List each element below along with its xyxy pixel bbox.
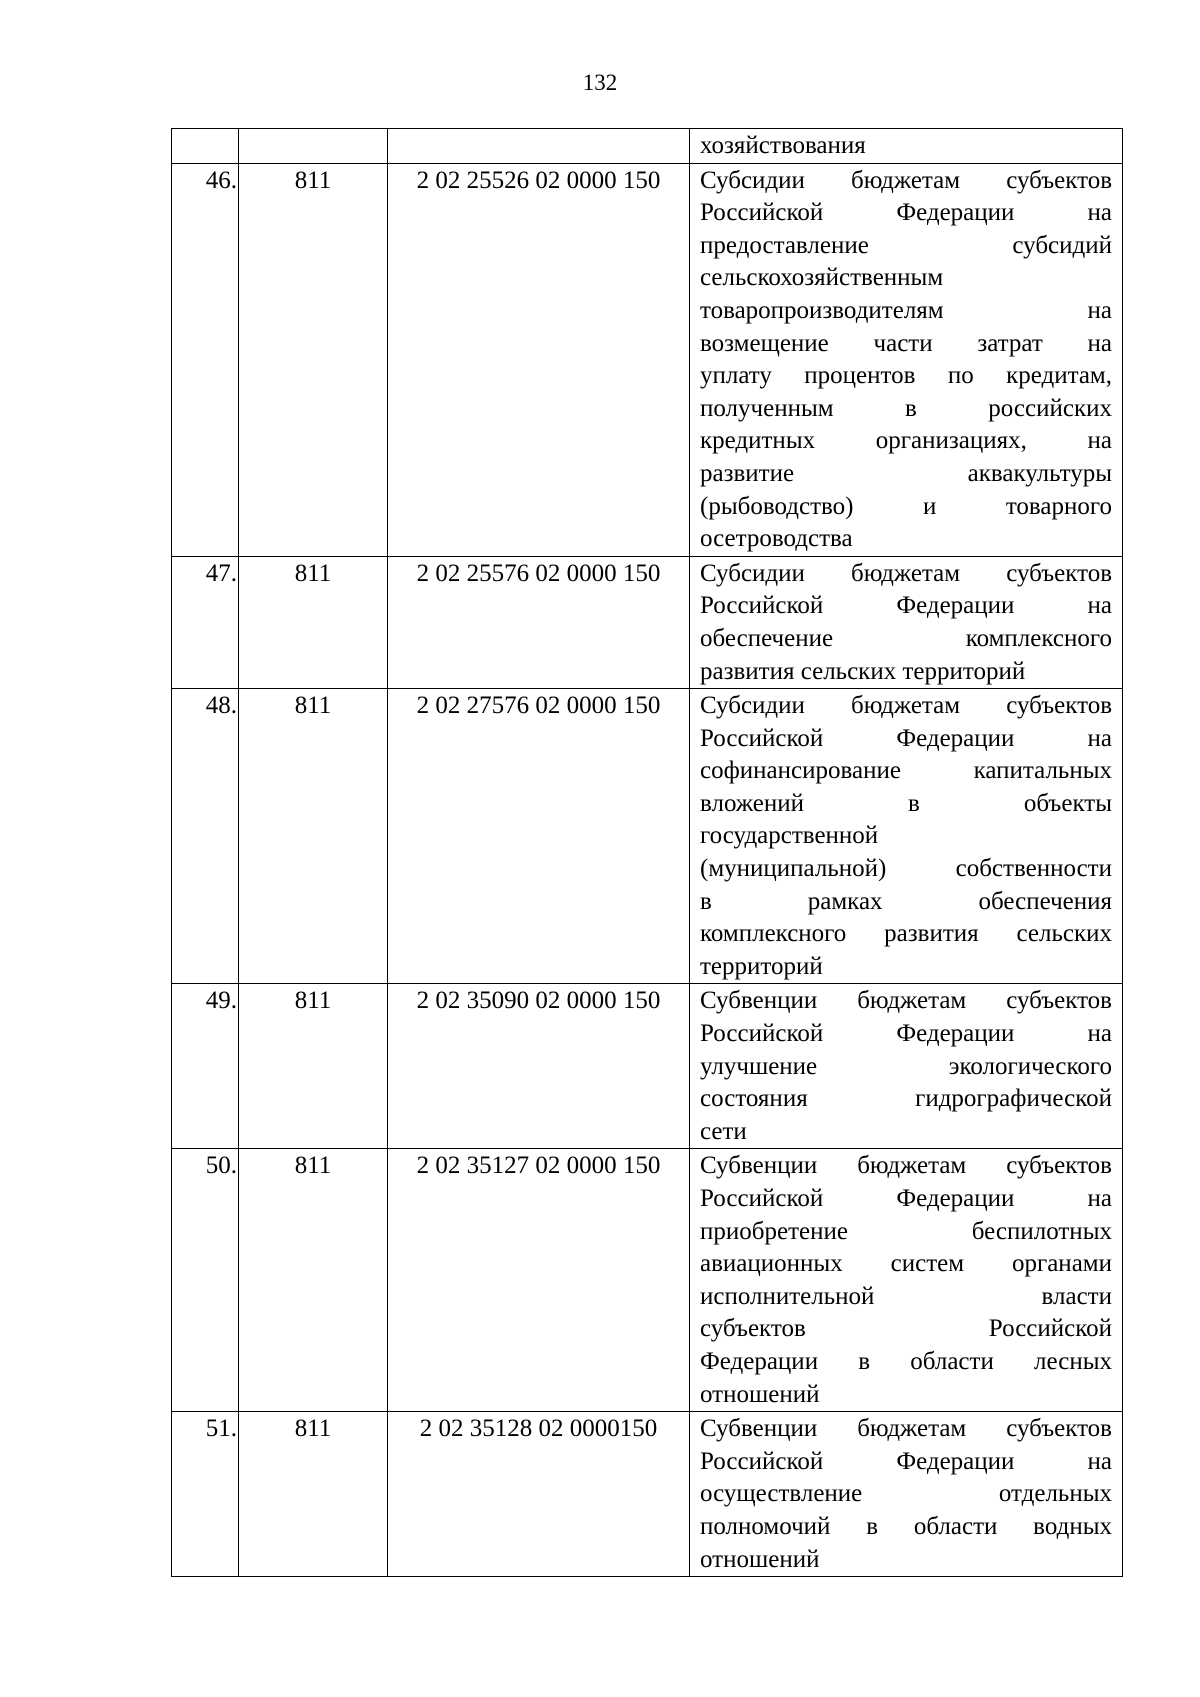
- revenue-code-cell: [388, 129, 690, 164]
- revenue-name-line: осетроводства: [700, 525, 853, 553]
- row-number-cell: 48.: [172, 689, 239, 984]
- revenue-name-line: Федерации в области лесных: [700, 1347, 1112, 1375]
- revenue-name-line: приобретение беспилотных: [700, 1217, 1112, 1245]
- revenue-name-line: территорий: [700, 952, 823, 980]
- table-row-continuation: [172, 129, 1123, 164]
- revenue-name-cell: [690, 556, 1123, 688]
- revenue-name-line: государственной: [700, 822, 879, 850]
- revenue-name-cell: [690, 984, 1123, 1149]
- revenue-name-line: Российской Федерации на: [700, 1020, 1112, 1048]
- revenue-name-line: кредитных организациях, на: [700, 427, 1112, 455]
- revenue-name-line: полномочий в области водных: [700, 1512, 1112, 1540]
- admin-code-cell: 811: [239, 1412, 388, 1577]
- revenue-name-line: (муниципальной) собственности: [700, 855, 1112, 883]
- revenue-name-cell: [690, 1149, 1123, 1412]
- table-row: [172, 984, 1123, 1149]
- revenue-code-cell: 2 02 25526 02 0000 150: [388, 163, 690, 556]
- revenue-name-line: отношений: [700, 1380, 820, 1408]
- revenue-name-line: отношений: [700, 1545, 820, 1573]
- revenue-name-line: развития сельских территорий: [700, 657, 1026, 685]
- row-number-cell: 47.: [172, 556, 239, 688]
- revenue-name-line: обеспечение комплексного: [700, 624, 1112, 652]
- revenue-name-line: вложений в объекты: [700, 789, 1112, 817]
- revenue-name-line: исполнительной власти: [700, 1282, 1112, 1310]
- revenue-name-cell: [690, 163, 1123, 556]
- revenue-name-line: Субвенции бюджетам субъектов: [700, 987, 1112, 1015]
- table-row: [172, 163, 1123, 556]
- revenue-name-cell: [690, 129, 1123, 164]
- admin-code-cell: 811: [239, 984, 388, 1149]
- revenue-name-line: осуществление отдельных: [700, 1480, 1112, 1508]
- table-row: [172, 1412, 1123, 1577]
- revenue-name-line: развитие аквакультуры: [700, 459, 1112, 487]
- revenue-code-cell: 2 02 35090 02 0000 150: [388, 984, 690, 1149]
- revenue-name-line: Субсидии бюджетам субъектов: [700, 559, 1112, 587]
- admin-code-cell: [239, 129, 388, 164]
- revenue-name-line: хозяйствования: [700, 132, 866, 159]
- table-row: [172, 689, 1123, 984]
- revenue-name-cell: [690, 1412, 1123, 1577]
- revenue-name-line: состояния гидрографической: [700, 1085, 1112, 1113]
- revenue-name-line: Субсидии бюджетам субъектов: [700, 692, 1112, 720]
- row-number-cell: 46.: [172, 163, 239, 556]
- revenue-name-line: улучшение экологического: [700, 1052, 1112, 1080]
- revenue-name-line: субъектов Российской: [700, 1315, 1112, 1343]
- revenue-name-line: уплату процентов по кредитам,: [700, 362, 1112, 390]
- revenue-code-cell: 2 02 27576 02 0000 150: [388, 689, 690, 984]
- revenue-name-line: товаропроизводителям на: [700, 296, 1112, 324]
- revenue-name-line: Субсидии бюджетам субъектов: [700, 166, 1112, 194]
- revenue-name-line: софинансирование капитальных: [700, 757, 1112, 785]
- revenue-name-line: в рамках обеспечения: [700, 887, 1112, 915]
- table-row: [172, 556, 1123, 688]
- revenue-name-line: авиационных систем органами: [700, 1250, 1112, 1278]
- table-row: [172, 1149, 1123, 1412]
- revenue-code-cell: 2 02 35127 02 0000 150: [388, 1149, 690, 1412]
- revenue-name-line: сельскохозяйственным: [700, 264, 944, 292]
- revenue-code-cell: 2 02 25576 02 0000 150: [388, 556, 690, 688]
- revenue-name-line: (рыбоводство) и товарного: [700, 492, 1112, 520]
- revenue-name-line: Российской Федерации на: [700, 1185, 1112, 1212]
- revenue-name-line: полученным в российских: [700, 394, 1112, 422]
- admin-code-cell: 811: [239, 556, 388, 688]
- revenue-name-line: Субвенции бюджетам субъектов: [700, 1152, 1112, 1180]
- revenue-code-cell: 2 02 35128 02 0000150: [388, 1412, 690, 1577]
- row-number-cell: 51.: [172, 1412, 239, 1577]
- row-number-cell: 49.: [172, 984, 239, 1149]
- revenue-name-line: возмещение части затрат на: [700, 329, 1112, 357]
- revenue-name-line: предоставление субсидий: [700, 231, 1112, 259]
- row-number-cell: 50.: [172, 1149, 239, 1412]
- budget-revenue-table: [171, 128, 1123, 1577]
- revenue-name-line: Российской Федерации на: [700, 592, 1112, 620]
- page-number: 132: [582, 70, 618, 95]
- revenue-name-cell: [690, 689, 1123, 984]
- admin-code-cell: 811: [239, 689, 388, 984]
- admin-code-cell: 811: [239, 163, 388, 556]
- row-number-cell: [172, 129, 239, 164]
- revenue-name-line: сети: [700, 1117, 747, 1145]
- revenue-name-line: Российской Федерации на: [700, 1447, 1112, 1475]
- admin-code-cell: 811: [239, 1149, 388, 1412]
- revenue-name-line: Российской Федерации на: [700, 199, 1112, 227]
- revenue-name-line: Российской Федерации на: [700, 724, 1112, 752]
- revenue-name-line: Субвенции бюджетам субъектов: [700, 1415, 1112, 1443]
- revenue-name-line: комплексного развития сельских: [700, 920, 1112, 948]
